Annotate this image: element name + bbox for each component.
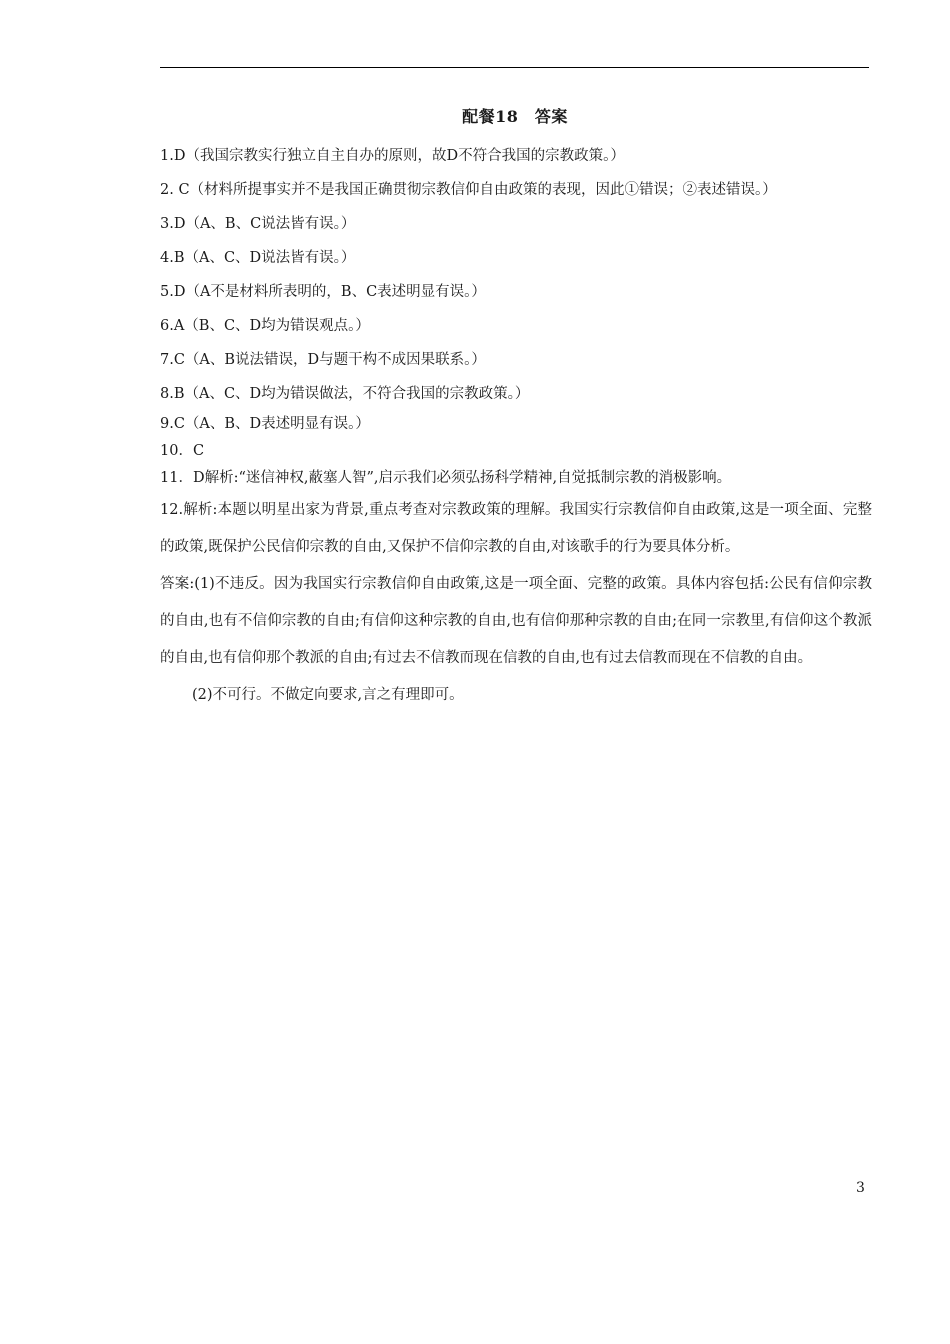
- answer-11: 11．D解析:“迷信神权,蔽塞人智”,启示我们必须弘扬科学精神,自觉抵制宗教的消极影响。: [160, 470, 732, 486]
- answer-8: 8.B（A、C、D均为错误做法，不符合我国的宗教政策。）: [160, 386, 530, 402]
- page-number: 3: [856, 1180, 865, 1196]
- answer-content: [160, 139, 872, 714]
- answer-3: 3.D（A、B、C说法皆有误。）: [160, 216, 356, 232]
- answer-7: 7.C（A、B说法错误，D与题干构不成因果联系。）: [160, 352, 486, 368]
- answer-4: 4.B（A、C、D说法皆有误。）: [160, 250, 356, 266]
- answer-2: 2. C（材料所提事实并不是我国正确贯彻宗教信仰自由政策的表现，因此①错误；②表述错误。）: [160, 182, 777, 198]
- answer-5: 5.D（A不是材料所表明的，B、C表述明显有误。）: [160, 284, 486, 300]
- answer-1: 1.D（我国宗教实行独立自主自办的原则，故D不符合我国的宗教政策。）: [160, 148, 625, 164]
- answer-9: 9.C（A、B、D表述明显有误。）: [160, 416, 370, 432]
- answer-12-part-1: 答案:(1)不违反。因为我国实行宗教信仰自由政策,这是一项全面、完整的政策。具体内容包括:公民有信仰宗教的自由,也有不信仰宗教的自由;有信仰这种宗教的自由,也有信仰那种宗教的自由;在同一宗教里,有信仰这个教派的自由,也有信仰那个教派的自由;有过去不信教而现在信教的自由,也有过去信教而现在不信教的自由。: [160, 576, 872, 666]
- answer-12-part-2: (2)不可行。不做定向要求,言之有理即可。: [192, 687, 464, 703]
- answer-6: 6.A（B、C、D均为错误观点。）: [160, 318, 370, 334]
- header-rule: [160, 67, 869, 68]
- answer-10: 10．C: [160, 443, 205, 459]
- answer-12-analysis: 12.解析:本题以明星出家为背景,重点考查对宗教政策的理解。我国实行宗教信仰自由政策,这是一项全面、完整的政策,既保护公民信仰宗教的自由,又保护不信仰宗教的自由,对该歌手的行为要具体分析。: [160, 502, 872, 555]
- page-title: 配餐18 答案: [462, 107, 568, 126]
